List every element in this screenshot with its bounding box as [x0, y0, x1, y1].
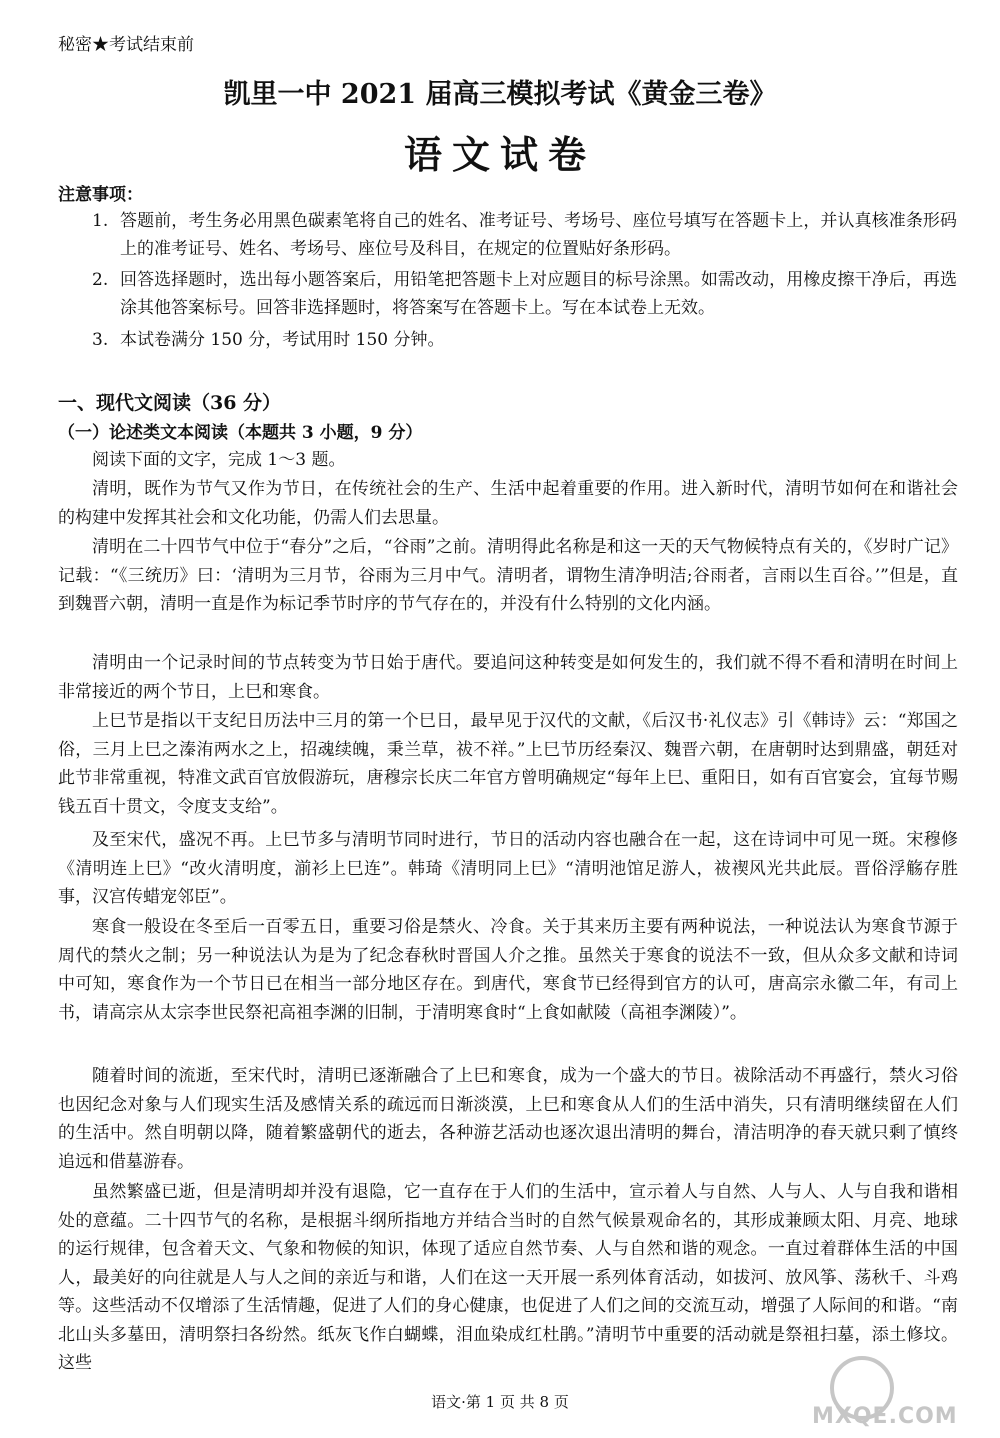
- body-paragraph: 虽然繁盛已逝，但是清明却并没有退隐，它一直存在于人们的生活中，宣示着人与自然、人与人、人与自我和谐相处的意蕴。二十四节气的名称，是根据斗纲所指地方并结合当时的自然气候景观命名的，其形成兼顾太阳、月亮、地球的运行规律，包含着天文、气象和物候的知识，体现了适应自然节奏、人与自然和谐的观念。一直过着群体生活的中国人，最美好的向往就是人与人之间的亲近与和谐，人们在这一天开展一系列体育活动，如拔河、放风筝、荡秋千、斗鸡等。这些活动不仅增添了生活情趣，促进了人们的身心健康，也促进了人们之间的交流互动，增强了人际间的和谐。“南北山头多墓田，清明祭扫各纷然。纸灰飞作白蝴蝶，泪血染成红杜鹃。”清明节中重要的活动就是祭祖扫墓，添土修坟。这些: [58, 1182, 958, 1373]
- exam-title: 凯里一中 2021 届高三模拟考试《黄金三卷》: [223, 79, 777, 110]
- note-text: 回答选择题时，选出每小题答案后，用铅笔把答题卡上对应题目的标号涂黑。如需改动，用橡皮擦干净后，再选涂其他答案标号。回答非选择题时，将答案写在答题卡上。写在本试卷上无效。: [120, 270, 957, 318]
- body-paragraph: 清明，既作为节气又作为节日，在传统社会的生产、生活中起着重要的作用。进入新时代，清明节如何在和谐社会的构建中发挥其社会和文化功能，仍需人们去思量。: [58, 479, 958, 528]
- note-number: 1.: [92, 211, 109, 231]
- note-text: 本试卷满分 150 分，考试用时 150 分钟。: [120, 330, 445, 350]
- body-paragraph: 清明由一个记录时间的节点转变为节日始于唐代。要追问这种转变是如何发生的，我们就不得不看和清明在时间上非常接近的两个节日，上巳和寒食。: [58, 653, 958, 702]
- instruction-paragraph: 阅读下面的文字，完成 1～3 题。: [92, 450, 346, 470]
- body-paragraph: 寒食一般设在冬至后一百零五日，重要习俗是禁火、冷食。关于其来历主要有两种说法，一种说法认为寒食节源于周代的禁火之制；另一种说法认为是为了纪念春秋时晋国人介之推。虽然关于寒食的说法不一致，但从众多文献和诗词中可知，寒食作为一个节日已在相当一部分地区存在。到唐代，寒食节已经得到官方的认可，唐高宗永徽二年，有司上书，请高宗从太宗李世民祭祀高祖李渊的旧制，于清明寒食时“上食如献陵（高祖李渊陵）”。: [58, 917, 958, 1023]
- watermark-logo: [812, 1356, 972, 1428]
- note-item: [92, 207, 957, 263]
- body-paragraph: 随着时间的流逝，至宋代时，清明已逐渐融合了上巳和寒食，成为一个盛大的节日。祓除活动不再盛行，禁火习俗也因纪念对象与人们现实生活及感情关系的疏远而日渐淡漠，上巳和寒食从人们的生活中消失，只有清明继续留在人们的生活中。然自明朝以降，随着繁盛朝代的逝去，各种游艺活动也逐次退出清明的舞台，清洁明净的春天就只剩了慎终追远和借墓游春。: [58, 1066, 958, 1172]
- watermark-url: MXQE.COM: [812, 1404, 958, 1429]
- notes-heading: 注意事项：: [58, 185, 143, 205]
- note-number: 2.: [92, 270, 109, 290]
- page-footer: 语文·第 1 页 共 8 页: [431, 1393, 569, 1411]
- body-paragraph: 清明在二十四节气中位于“春分”之后，“谷雨”之前。清明得此名称是和这一天的天气物候特点有关的，《岁时广记》记载：“《三统历》曰：‘清明为三月节，谷雨为三月中气。清明者，谓物生清净明洁;谷雨者，言雨以生百谷。’”但是，直到魏晋六朝，清明一直是作为标记季节时序的节气存在的，并没有什么特别的文化内涵。: [58, 537, 958, 614]
- note-item: [92, 326, 957, 354]
- body-paragraph: 上巳节是指以干支纪日历法中三月的第一个巳日，最早见于汉代的文献，《后汉书·礼仪志》引《韩诗》云：“郑国之俗，三月上巳之溱洧两水之上，招魂续魄，秉兰草，祓不祥。”上巳节历经秦汉、魏晋六朝，在唐朝时达到鼎盛，朝廷对此节非常重视，特准文武百官放假游玩，唐穆宗长庆二年官方曾明确规定“每年上巳、重阳日，如有百官宴会，宜每节赐钱五百十贯文，令度支支给”。: [58, 711, 958, 817]
- body-paragraph: 及至宋代，盛况不再。上巳节多与清明节同时进行，节日的活动内容也融合在一起，这在诗词中可见一斑。宋穆修《清明连上巳》“改火清明度，湔衫上巳连”。韩琦《清明同上巳》“清明池馆足游人，祓禊风光共此辰。晋俗浮觞存胜事，汉宫传蜡宠邻臣”。: [58, 830, 958, 907]
- subsection-heading: （一）论述类文本阅读（本题共 3 小题，9 分）: [58, 423, 423, 443]
- note-item: [92, 266, 957, 322]
- note-text: 答题前，考生务必用黑色碳素笔将自己的姓名、准考证号、考场号、座位号填写在答题卡上，并认真核准条形码上的准考证号、姓名、考场号、座位号及科目，在规定的位置贴好条形码。: [120, 211, 957, 259]
- exam-subtitle: 语文试卷: [403, 132, 596, 177]
- section-heading: 一、现代文阅读（36 分）: [58, 392, 282, 414]
- confidential-label: 秘密★考试结束前: [58, 35, 194, 55]
- note-number: 3.: [92, 330, 109, 350]
